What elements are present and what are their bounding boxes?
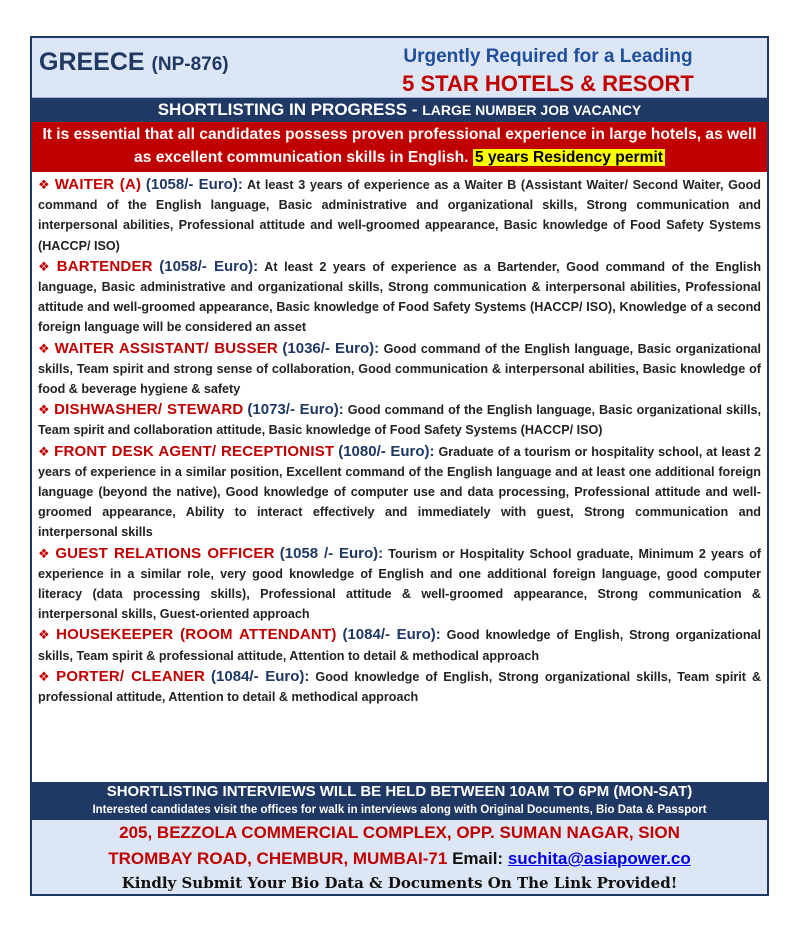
shortlisting-sub: LARGE NUMBER JOB VACANCY <box>422 102 642 118</box>
job-item <box>38 400 761 440</box>
office-address-block <box>32 820 767 894</box>
job-item <box>38 257 761 338</box>
job-title: HOUSEKEEPER (ROOM ATTENDANT) <box>56 626 337 644</box>
job-title: WAITER ASSISTANT/ BUSSER <box>54 339 278 357</box>
email-label: Email: <box>452 849 504 868</box>
job-title: WAITER (A) <box>54 176 142 193</box>
diamond-bullet-icon: ❖ <box>38 668 53 684</box>
interview-banner <box>32 782 767 820</box>
job-description: Good knowledge of English, Strong organizational skills, Team spirit & professional attitude, Attention to detail & methodical approach <box>38 628 762 663</box>
job-item <box>38 625 761 665</box>
diamond-bullet-icon: ❖ <box>38 443 51 459</box>
job-title: FRONT DESK AGENT/ RECEPTIONIST <box>54 442 335 460</box>
job-salary: (1080/- Euro): <box>338 442 435 460</box>
diamond-bullet-icon: ❖ <box>38 545 52 561</box>
job-salary: (1058/- Euro): <box>159 257 259 275</box>
address-line-2: TROMBAY ROAD, CHEMBUR, MUMBAI-71 <box>108 849 448 868</box>
shortlisting-banner <box>32 98 767 122</box>
job-description: At least 2 years of experience as a Bartender, Good command of the English language, Basic administrative and organizational skills, Strong communication & interpersonal abilities, Professional attitude and well-groomed appearance, Basic knowledge of Food Safety Systems (HACCP/ ISO), Knowledge of a second foreign language will be considered an asset <box>38 259 762 335</box>
diamond-bullet-icon: ❖ <box>38 402 51 418</box>
interview-schedule: SHORTLISTING INTERVIEWS WILL BE HELD BETWEEN 10AM TO 6PM (MON-SAT) <box>106 783 693 800</box>
job-salary: (1036/- Euro): <box>282 339 380 357</box>
job-advert-poster <box>30 36 769 896</box>
job-list <box>32 172 767 707</box>
job-salary: (1073/- Euro): <box>247 401 344 419</box>
job-description: Graduate of a tourism or hospitality school, at least 2 years of experience in a similar position, Excellent command of the English language and at least one additional foreign language (beyond the native), Good knowledge of computer use and data processing, Professional attitude and well-groomed appearance, Ability to interact effectively and immediately with guest, Strong communication and interpersonal skills <box>38 444 761 540</box>
diamond-bullet-icon: ❖ <box>38 177 51 192</box>
job-title: GUEST RELATIONS OFFICER <box>55 544 275 562</box>
requirements-banner <box>32 122 767 172</box>
country-name: GREECE <box>39 48 145 76</box>
job-item <box>38 339 761 400</box>
job-item <box>38 442 761 543</box>
diamond-bullet-icon: ❖ <box>38 340 51 356</box>
address-line-2-row <box>32 846 767 872</box>
job-description: Good command of the English language, Basic organizational skills, Team spirit and strong sense of collaboration, Good communication & interpersonal abilities, Basic knowledge of food & beverage hygiene & safety <box>38 341 762 397</box>
job-description: Good command of the English language, Basic organizational skills, Team spirit and collaboration attitude, Basic knowledge of Food Safety Systems (HACCP/ ISO) <box>38 403 761 438</box>
residency-highlight: 5 years Residency permit <box>474 149 663 166</box>
job-item <box>38 667 761 707</box>
poster-header <box>32 38 767 98</box>
hotels-heading: 5 STAR HOTELS & RESORT <box>402 71 694 96</box>
job-description: Good knowledge of English, Strong organizational skills, Team spirit & professional attitude, Attention to detail & methodical approach <box>38 669 762 705</box>
job-item <box>38 175 761 256</box>
job-description: At least 3 years of experience as a Waiter B (Assistant Waiter/ Second Waiter, Good command of the English language, Basic administrative and organizational skills, Strong communication and interpersonal abilities, Professional attitude and well-groomed appearance, Basic knowledge of Food Safety Systems (HACCP/ ISO) <box>38 178 761 253</box>
diamond-bullet-icon: ❖ <box>38 258 53 274</box>
job-description: Tourism or Hospitality School graduate, Minimum 2 years of experience in a similar role, very good knowledge of English and one additional foreign language, good computer literacy (data processing skills), Professional attitude & well-groomed appearance, Strong communication & interpersonal skills, Guest-oriented approach <box>38 546 761 622</box>
job-item <box>38 544 761 625</box>
job-salary: (1084/- Euro): <box>342 626 441 644</box>
diamond-bullet-icon: ❖ <box>38 627 53 643</box>
reference-code: (NP-876) <box>151 54 229 75</box>
email-link[interactable]: suchita@asiapower.co <box>507 849 691 868</box>
job-salary: (1084/- Euro): <box>211 667 310 685</box>
requirements-text: It is essential that all candidates possess proven professional experience in large hotels, as well as excellent communication skills in English. <box>42 126 757 166</box>
submit-instruction: Kindly Submit Your Bio Data & Documents On The Link Provided! <box>121 874 678 892</box>
job-title: PORTER/ CLEANER <box>56 667 206 685</box>
shortlisting-main: SHORTLISTING IN PROGRESS - <box>157 100 423 119</box>
country-title <box>39 48 229 77</box>
job-salary: (1058/- Euro): <box>145 176 243 193</box>
urgent-heading: Urgently Required for a Leading <box>403 46 693 67</box>
job-salary: (1058 /- Euro): <box>279 544 384 562</box>
address-line-1: 205, BEZZOLA COMMERCIAL COMPLEX, OPP. SUMAN NAGAR, SION <box>119 823 680 842</box>
job-title: BARTENDER <box>56 257 153 275</box>
job-title: DISHWASHER/ STEWARD <box>54 401 244 419</box>
interview-note: Interested candidates visit the offices for walk in interviews along with Original Documents, Bio Data & Passport <box>92 804 707 816</box>
